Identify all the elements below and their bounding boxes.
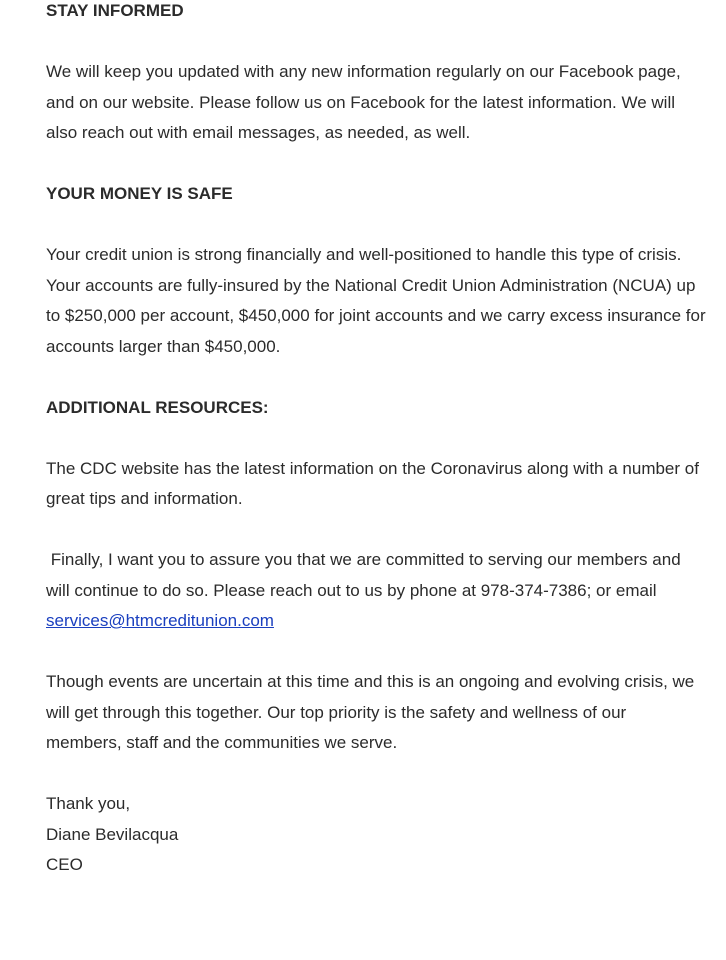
letter-body xyxy=(46,0,706,881)
signer-title: CEO xyxy=(46,855,83,874)
money-safe-heading: YOUR MONEY IS SAFE xyxy=(46,184,233,203)
signature-block xyxy=(46,789,706,881)
resources-paragraph: The CDC website has the latest information on the Coronavirus along with a number of great tips and information. xyxy=(46,458,699,508)
closing-paragraph xyxy=(46,545,706,637)
additional-resources-heading: ADDITIONAL RESOURCES: xyxy=(46,397,269,417)
signer-name: Diane Bevilacqua xyxy=(46,824,179,844)
signoff-thanks: Thank you, xyxy=(46,794,131,813)
email-link[interactable]: services@htmcreditunion.com xyxy=(46,611,274,630)
closing-text: Finally, I want you to assure you that we are committed to serving our members and will continue to do so. Please reach out to us by phone at 978-374-7386; or email xyxy=(46,550,686,600)
stay-informed-heading: STAY INFORMED xyxy=(46,1,184,20)
stay-informed-paragraph: We will keep you updated with any new information regularly on our Facebook page, and on our website. Please follow us on Facebook for the latest information. We will also reach out with email messages, as needed, as well. xyxy=(46,62,681,142)
outlook-paragraph: Though events are uncertain at this time and this is an ongoing and evolving crisis, we will get through this together. Our top priority is the safety and wellness of our members, staff and the communities we serve. xyxy=(46,672,695,752)
money-safe-paragraph: Your credit union is strong financially and well-positioned to handle this type of crisis. Your accounts are fully-insured by the National Credit Union Administration (NCUA) up to $250,000 per account, $450,000 for joint accounts and we carry excess insurance for accounts larger than $450,000. xyxy=(46,245,706,356)
